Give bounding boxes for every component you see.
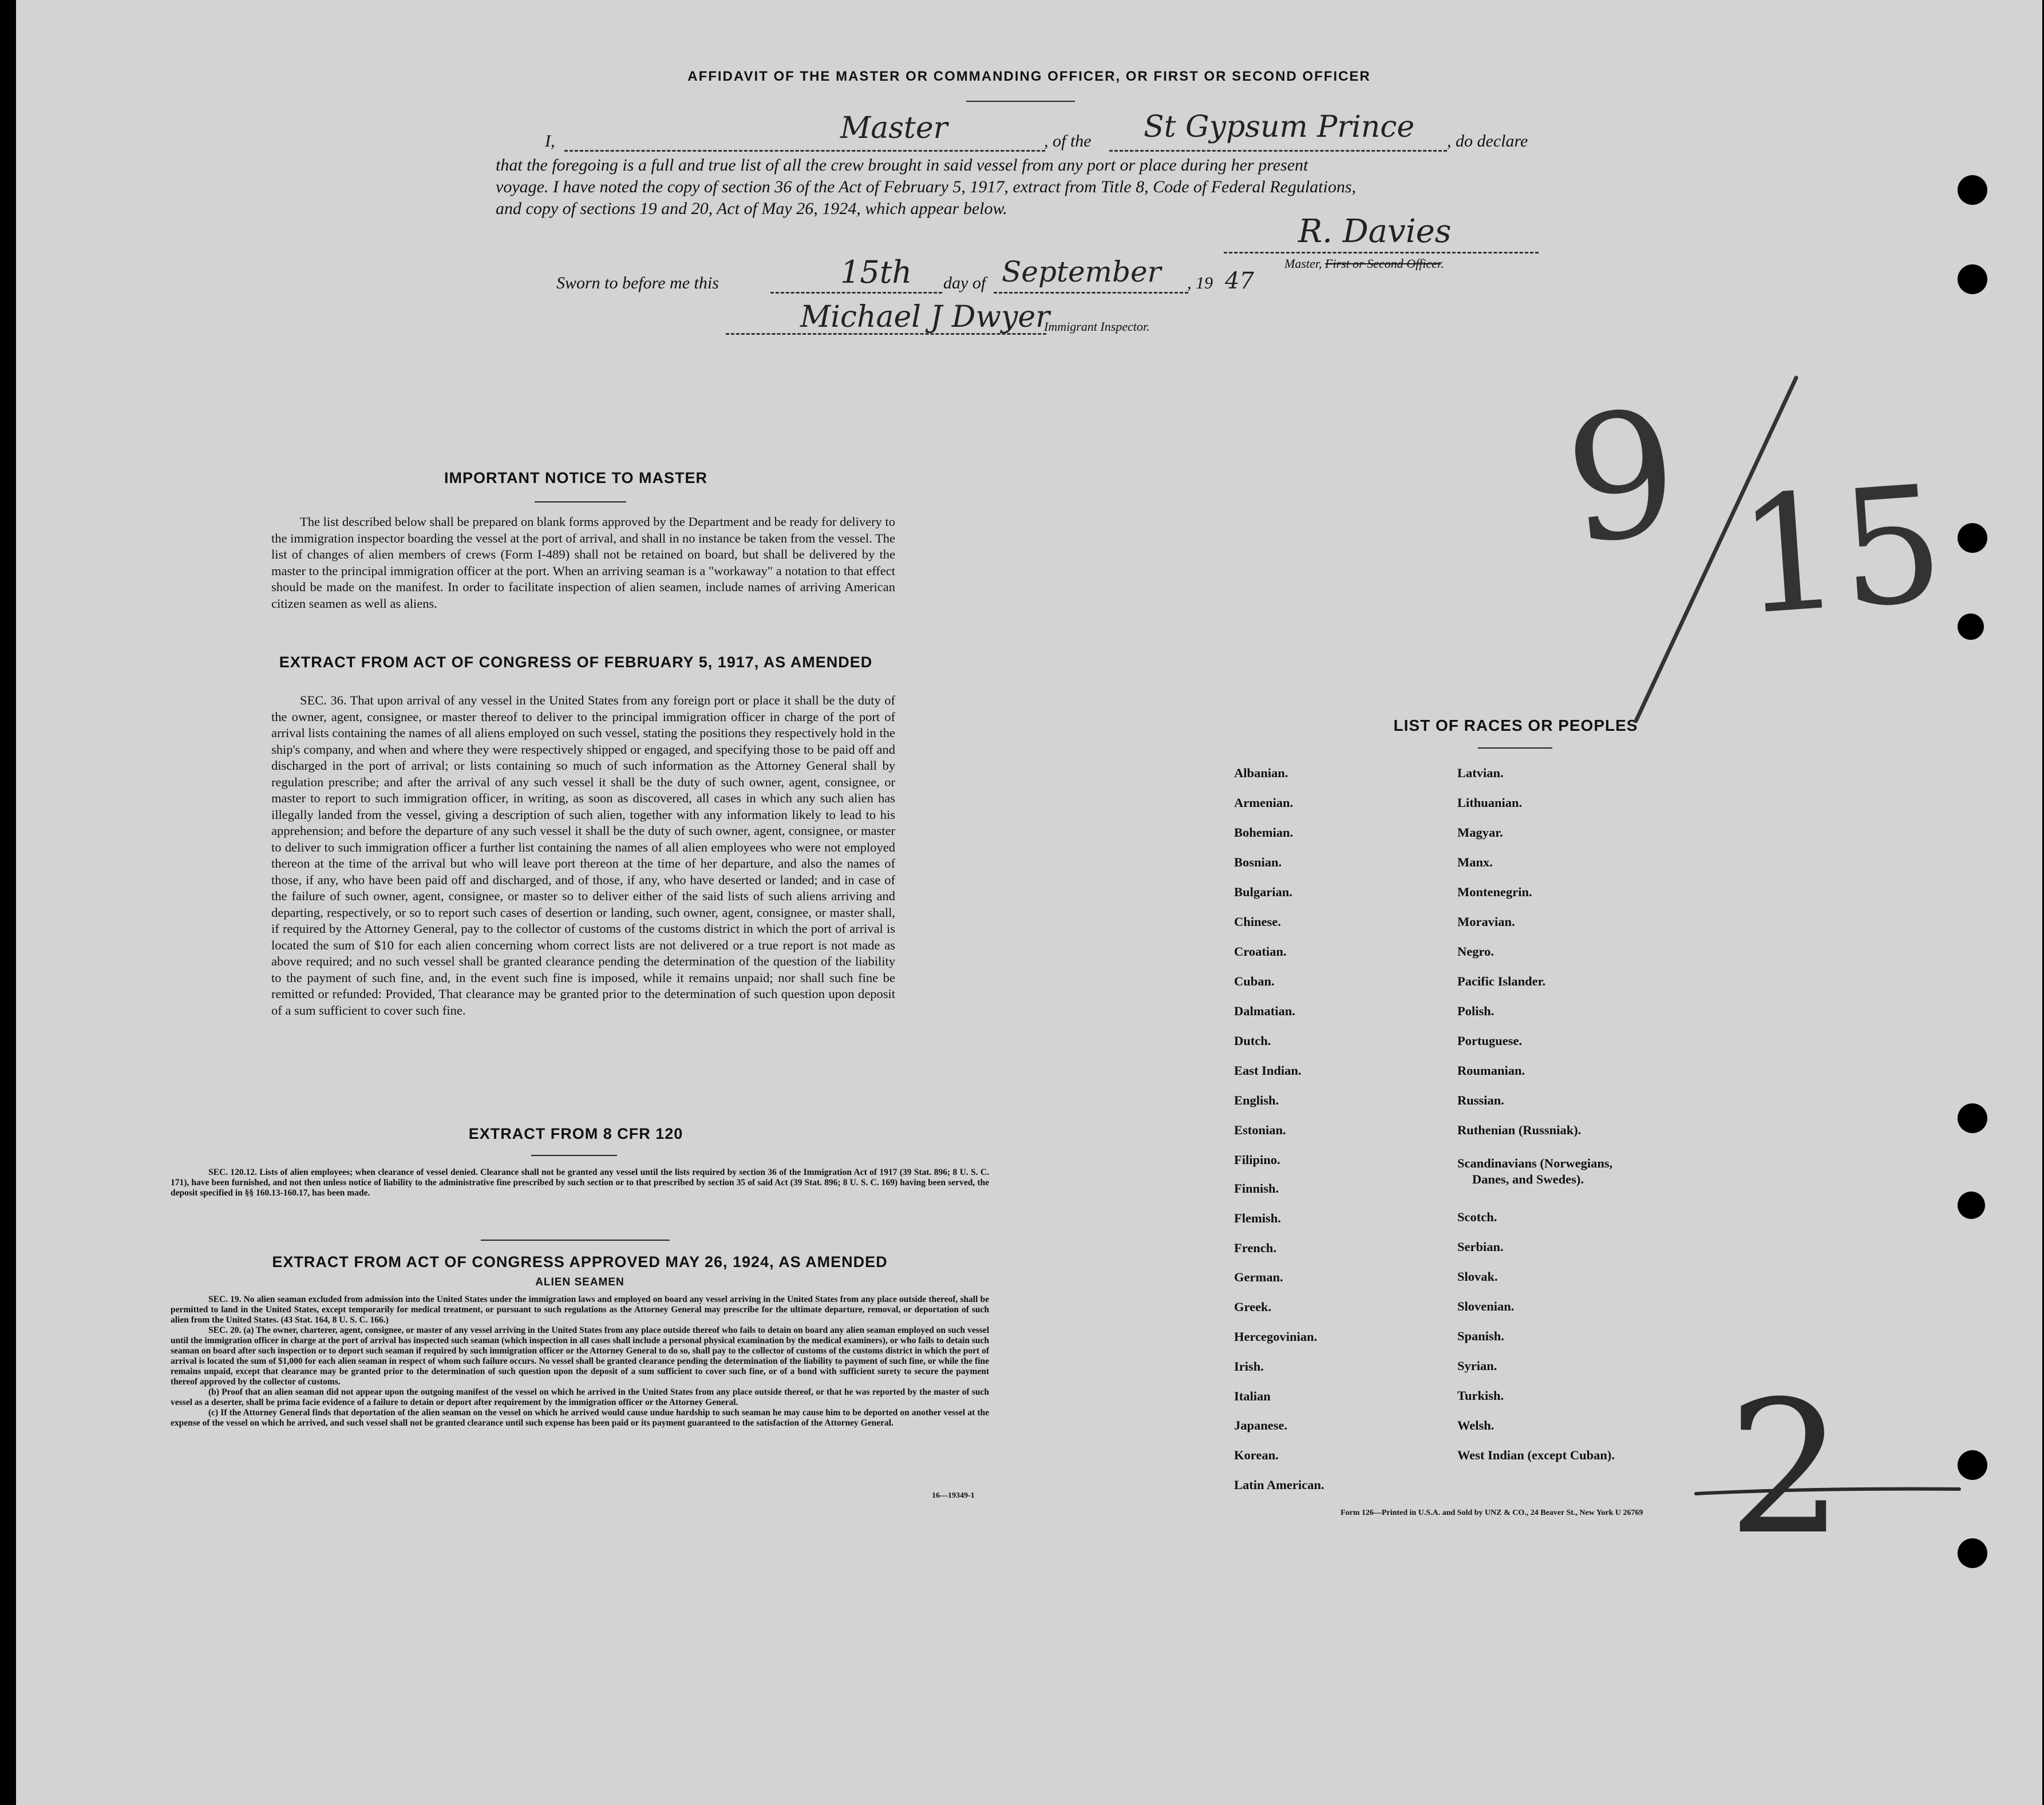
notice-heading: IMPORTANT NOTICE TO MASTER	[444, 469, 707, 486]
year-prefix: , 19	[1187, 274, 1213, 292]
do-declare-label: , do declare	[1447, 132, 1528, 151]
race-item: Welsh.	[1457, 1418, 1495, 1432]
race-item: Montenegrin.	[1457, 885, 1532, 899]
race-item: Slovak.	[1457, 1269, 1498, 1284]
cfr-heading: EXTRACT FROM 8 CFR 120	[468, 1125, 683, 1142]
page-number-handwritten: 2	[1727, 1362, 1844, 1575]
race-item: Russian.	[1457, 1093, 1504, 1107]
date-mark-day: 15	[1733, 450, 1950, 652]
sworn-day: 15th	[840, 254, 912, 290]
race-item: Dalmatian.	[1234, 1004, 1295, 1018]
day-of-label: day of	[943, 274, 986, 292]
manifest-page	[16, 0, 2042, 1805]
cfr-body: SEC. 120.12. Lists of alien employees; when clearance of vessel denied. Clearance shall not be granted any vessel until the lists required by section 36 of the Immigration Act of 1917 (39 Stat. 896; 8 U. S. C. 171), have been furnished, and not then unless notice of liability to the administrative fine prescribed by such section or to that prescribed by section 35 of said Act (39 Stat. 896; 8 U. S. C. 169) having been served, the deposit specified in §§ 160.13-160.17, has been made.	[171, 1167, 989, 1198]
cfr-rule	[531, 1155, 617, 1156]
race-item: German.	[1234, 1270, 1283, 1285]
race-item: West Indian (except Cuban).	[1457, 1448, 1615, 1462]
act-1917-heading: EXTRACT FROM ACT OF CONGRESS OF FEBRUARY 5, 1917, AS AMENDED	[279, 654, 873, 671]
race-item: Scandinavians (Norwegians,	[1457, 1156, 1613, 1170]
race-item: Portuguese.	[1457, 1034, 1523, 1048]
page-number-underline	[1693, 1477, 1962, 1505]
race-item: Albanian.	[1234, 766, 1288, 780]
race-item: French.	[1234, 1240, 1276, 1255]
sworn-month: September	[1002, 255, 1161, 288]
race-item: Ruthenian (Russniak).	[1457, 1123, 1582, 1137]
race-item: Negro.	[1457, 944, 1494, 959]
race-item: Cuban.	[1234, 974, 1275, 988]
race-item: Bohemian.	[1234, 825, 1294, 840]
race-item: Polish.	[1457, 1004, 1495, 1018]
act-1924-sec-20c: (c) If the Attorney General finds that deportation of the alien seaman on the vessel on which he arrived would cause undue hardship to such seaman he may cause him to be deported on another vessel at the expense of the vessel on which he arrived, and such vessel shall not be granted clearance until such expense has been paid or its payment guaranteed to the satisfaction of the Attorney General.	[171, 1408, 989, 1428]
officer-handwritten: Master	[840, 111, 948, 145]
race-item: Roumanian.	[1457, 1063, 1525, 1078]
inspector-line	[726, 333, 1046, 335]
race-item: English.	[1234, 1093, 1279, 1107]
cfr-end-rule	[481, 1240, 670, 1241]
race-item: Scotch.	[1457, 1210, 1497, 1224]
race-item: Irish.	[1234, 1359, 1264, 1373]
year-suffix: 47	[1225, 268, 1254, 294]
race-item: Bulgarian.	[1234, 885, 1292, 899]
races-heading: LIST OF RACES OR PEOPLES	[1393, 717, 1638, 734]
race-item: Danes, and Swedes).	[1472, 1172, 1584, 1186]
race-item: Estonian.	[1234, 1123, 1286, 1137]
date-mark-month: 9	[1557, 372, 1687, 583]
race-item: Spanish.	[1457, 1329, 1504, 1343]
race-item: Lithuanian.	[1457, 795, 1523, 810]
binder-hole-5	[1958, 1103, 1987, 1133]
of-the-label: , of the	[1044, 132, 1092, 151]
sworn-label: Sworn to before me this	[556, 274, 719, 292]
affidavit-line-3: and copy of sections 19 and 20, Act of May 26, 1924, which appear below.	[496, 199, 1007, 218]
i-label: I,	[545, 132, 555, 151]
form-print-note: Form 126—Printed in U.S.A. and Sold by UNZ & CO., 24 Beaver St., New York U 26769	[1341, 1509, 1643, 1517]
binder-hole-2	[1958, 264, 1987, 294]
race-item: Flemish.	[1234, 1210, 1281, 1225]
act-1924-heading: EXTRACT FROM ACT OF CONGRESS APPROVED MAY 26, 1924, AS AMENDED	[272, 1253, 888, 1270]
signature-caption-struck: First or Second Officer	[1325, 256, 1441, 271]
act-1924-subheading: ALIEN SEAMEN	[535, 1276, 624, 1288]
race-item: Filipino.	[1234, 1153, 1280, 1167]
race-item: Hercegovinian.	[1234, 1329, 1318, 1344]
race-item: Manx.	[1457, 855, 1493, 869]
vessel-handwritten: St Gypsum Prince	[1144, 110, 1415, 144]
act-1924-sec-20b: (b) Proof that an alien seaman did not appear upon the outgoing manifest of the vessel on which he arrived in the United States from any place outside thereof, or that he was reported by the master of such vessel as a deserter, shall be prima facie evidence of a failure to detain or deport after requirement by the immigration officer or the Attorney General.	[171, 1387, 989, 1407]
affidavit-title: AFFIDAVIT OF THE MASTER OR COMMANDING OFFICER, OR FIRST OR SECOND OFFICER	[687, 69, 1371, 84]
title-rule	[966, 101, 1075, 102]
inspector-signature: Michael J Dwyer	[800, 300, 1050, 334]
signature-caption	[1284, 256, 1444, 271]
affidavit-line-2: voyage. I have noted the copy of section 36 of the Act of February 5, 1917, extract from Title 8, Code of Federal Regulations,	[496, 177, 1357, 196]
notice-rule	[535, 501, 626, 502]
officer-blank	[564, 150, 1045, 152]
race-item: Syrian.	[1457, 1359, 1497, 1373]
form-code: 16—19349-1	[932, 1491, 975, 1500]
act-1924-sec-19: SEC. 19. No alien seaman excluded from admission into the United States under the immigration laws and employed on board any vessel arriving in the United States from any place outside thereof, shall be permitted to land in the United States, except temporarily for medical treatment, or pursuant to such regulations as the Attorney General may prescribe for the ultimate departure, removal, or deportation of such alien from the United States. (43 Stat. 164, 8 U. S. C. 166.)	[171, 1295, 989, 1325]
signature-caption-suffix: .	[1441, 256, 1444, 271]
month-blank	[994, 292, 1188, 294]
binder-hole-1	[1958, 175, 1987, 205]
race-item: Turkish.	[1457, 1388, 1504, 1403]
act-1917-body: SEC. 36. That upon arrival of any vessel in the United States from any foreign port or place it shall be the duty of the owner, agent, consignee, or master thereof to deliver to the principal immigration officer in charge of the port of arrival lists containing the names of all aliens employed on such vessel, stating the positions they respectively hold in the ship's company, and when and where they were respectively shipped or engaged, and specifying those to be paid off and discharged in the port of arrival; or lists containing so much of such information as the Attorney General shall by regulation prescribe; and after the arrival of any such vessel it shall be the duty of such owner, agent, consignee, or master to report to such immigration officer, in writing, as soon as discovered, all cases in which any such alien has illegally landed from the vessel, giving a description of such alien, together with any information likely to lead to his apprehension; and before the departure of any such vessel it shall be the duty of such owner, agent, consignee, or master to deliver to such immigration officer a further list containing the names of all alien employees who were not employed thereon at the time of the arrival but who will leave port thereon at the time of her departure, and also the names of those, if any, who have been paid off and discharged, and of those, if any, who have deserted or landed; and in case of the failure of such owner, agent, consignee, or master so to deliver either of the said lists of such aliens arriving and departing, respectively, or so to report such cases of desertion or landing, such owner, agent, consignee, or master shall, if required by the Attorney General, pay to the collector of customs of the customs district in which the port of arrival is located the sum of $10 for each alien concerning whom correct lists are not delivered or a true report is not made as above required; and no such vessel shall be granted clearance pending the determination of the question of the liability to the payment of such fine, and, in the event such fine is imposed, while it remains unpaid; nor shall such fine be remitted or refunded: Provided, That clearance may be granted prior to the determination of such question upon deposit of a sum sufficient to cover such fine.	[271, 693, 895, 1018]
binder-hole-3	[1958, 523, 1987, 553]
race-item: Finnish.	[1234, 1181, 1279, 1196]
race-item: Korean.	[1234, 1448, 1279, 1463]
race-item: Latin American.	[1234, 1478, 1325, 1492]
race-item: Dutch.	[1234, 1034, 1271, 1048]
race-item: Slovenian.	[1457, 1299, 1515, 1313]
inspector-label: Immigrant Inspector.	[1044, 319, 1150, 334]
race-item: Italian	[1234, 1388, 1271, 1403]
binder-hole-8	[1958, 1538, 1987, 1568]
signature-caption-prefix: Master,	[1284, 256, 1325, 271]
race-item: Magyar.	[1457, 825, 1503, 840]
races-rule	[1478, 747, 1552, 749]
race-item: Armenian.	[1234, 795, 1294, 810]
race-item: Moravian.	[1457, 915, 1515, 929]
race-item: Croatian.	[1234, 944, 1287, 959]
race-item: Pacific Islander.	[1457, 974, 1546, 988]
race-item: Greek.	[1234, 1300, 1272, 1315]
race-item: Chinese.	[1234, 915, 1281, 929]
vessel-blank	[1109, 150, 1447, 152]
race-item: East Indian.	[1234, 1063, 1302, 1078]
signature-line	[1224, 252, 1539, 254]
day-blank	[770, 292, 942, 294]
notice-body: The list described below shall be prepared on blank forms approved by the Department and be ready for delivery to the immigration inspector boarding the vessel at the port of arrival, and shall in no instance be taken from the vessel. The list of changes of alien members of crews (Form I-489) shall not be retained on board, but shall be delivered by the master to the principal immigration officer at the port. When an arriving seaman is a "workaway" a notation to that effect should be made on the manifest. In order to facilitate inspection of alien seamen, include names of arriving American citizen seamen as well as aliens.	[271, 514, 895, 611]
master-signature: R. Davies	[1298, 213, 1452, 250]
act-1924-body	[171, 1295, 989, 1428]
act-1924-sec-20a: SEC. 20. (a) The owner, charterer, agent, consignee, or master of any vessel arriving in the United States from any place outside thereof who fails to detain on board any alien seaman employed on such vessel until the immigration officer in charge at the port of arrival has inspected such seaman (which inspection in all cases shall include a personal physical examination by the medical examiners), or who fails to detain such seaman on board after such inspection or to deport such seaman if required by such immigration officer or the Attorney General to do so, shall pay to the collector of customs of the customs district in which the port of arrival is located the sum of $1,000 for each alien seaman in respect of whom such failure occurs. No vessel shall be granted clearance pending the determination of the liability to payment of such fine, or while the fine remains unpaid, except that clearance may be granted prior to the determination of such question upon the deposit of a sum sufficient to cover such fine, or of a bond with sufficient surety to secure the payment thereof approved by the collector of customs.	[171, 1325, 989, 1387]
race-item: Latvian.	[1457, 766, 1504, 780]
binder-hole-6	[1958, 1192, 1985, 1219]
race-item: Serbian.	[1457, 1240, 1504, 1254]
binder-hole-7	[1958, 1450, 1987, 1480]
race-item: Japanese.	[1234, 1418, 1288, 1433]
affidavit-line-1: that the foregoing is a full and true list of all the crew brought in said vessel from any port or place during her present	[496, 156, 1308, 175]
binder-hole-4	[1958, 613, 1984, 640]
race-item: Bosnian.	[1234, 855, 1282, 869]
